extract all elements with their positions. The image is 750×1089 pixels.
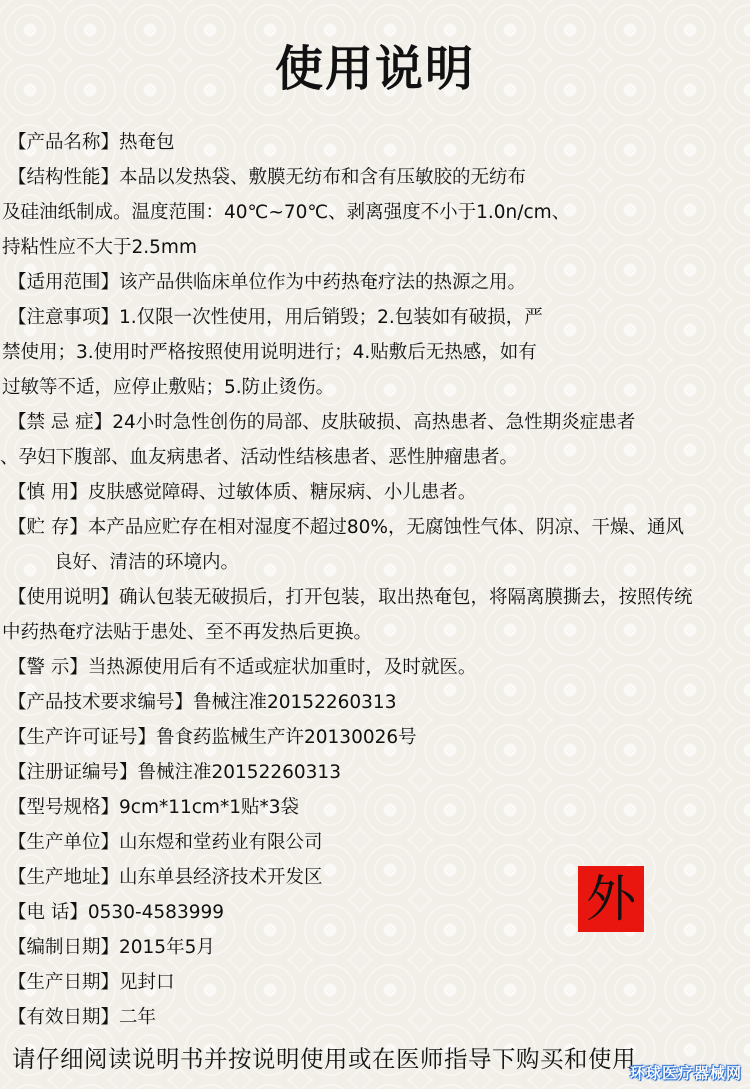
text-line-product-name: 【产品名称】热奄包 [8,132,175,153]
text-line-storage-cont: 良好、清洁的环境内。 [54,552,240,573]
text-line-warning: 【警 示】当热源使用后有不适或症状加重时，及时就医。 [8,657,477,678]
text-line-model: 【型号规格】9cm*11cm*1贴*3袋 [8,797,299,818]
text-line-expiry: 【有效日期】二年 [8,1007,157,1028]
text-line-precautions-cont-2: 过敏等不适，应停止敷贴；5.防止烫伤。 [2,377,335,398]
footer-notice: 请仔细阅读说明书并按说明使用或在医师指导下购买和使用 [12,1045,636,1073]
text-line-scope: 【适用范围】该产品供临床单位作为中药热奄疗法的热源之用。 [8,272,527,293]
text-line-storage: 【贮 存】本产品应贮存在相对湿度不超过80%，无腐蚀性气体、阴凉、干燥、通风 [8,517,685,538]
text-line-precautions-cont-1: 禁使用；3.使用时严格按照使用说明进行；4.贴敷后无热感，如有 [2,342,537,363]
text-line-production-date: 【生产日期】见封口 [8,972,175,993]
text-line-tech-req-no: 【产品技术要求编号】鲁械注准20152260313 [8,692,397,713]
page-title: 使用说明 [274,41,475,97]
text-line-contraindications: 【禁 忌 症】24小时急性创伤的局部、皮肤破损、高热患者、急性期炎症患者 [8,412,636,433]
text-line-compiled-date: 【编制日期】2015年5月 [8,937,215,958]
text-line-structure-cont-2: 持粘性应不大于2.5mm [2,237,197,258]
text-line-contraindications-cont: 、孕妇下腹部、血友病患者、活动性结核患者、恶性肿瘤患者。 [0,447,519,468]
text-line-usage-cont: 中药热奄疗法贴于患处、至不再发热后更换。 [2,622,373,643]
text-line-license-no: 【生产许可证号】鲁食药监械生产许20130026号 [8,727,417,748]
external-use-stamp: 外 [578,866,644,932]
site-watermark: 环球医疗器械网 [629,1064,742,1082]
text-line-address: 【生产地址】山东单县经济技术开发区 [8,867,323,888]
text-line-usage: 【使用说明】确认包装无破损后，打开包装，取出热奄包，将隔离膜撕去，按照传统 [8,587,693,608]
text-line-registration-no: 【注册证编号】鲁械注准20152260313 [8,762,341,783]
text-line-structure: 【结构性能】本品以发热袋、敷膜无纺布和含有压敏胶的无纺布 [8,167,527,188]
text-line-caution: 【慎 用】皮肤感觉障碍、过敏体质、糖尿病、小儿患者。 [8,482,477,503]
text-line-structure-cont-1: 及硅油纸制成。温度范围：40℃~70℃、剥离强度不小于1.0n/cm、 [2,202,571,223]
text-line-manufacturer: 【生产单位】山东煜和堂药业有限公司 [8,832,323,853]
text-line-phone: 【电 话】0530-4583999 [8,902,225,923]
text-line-precautions: 【注意事项】1.仅限一次性使用，用后销毁；2.包装如有破损，严 [8,307,543,328]
